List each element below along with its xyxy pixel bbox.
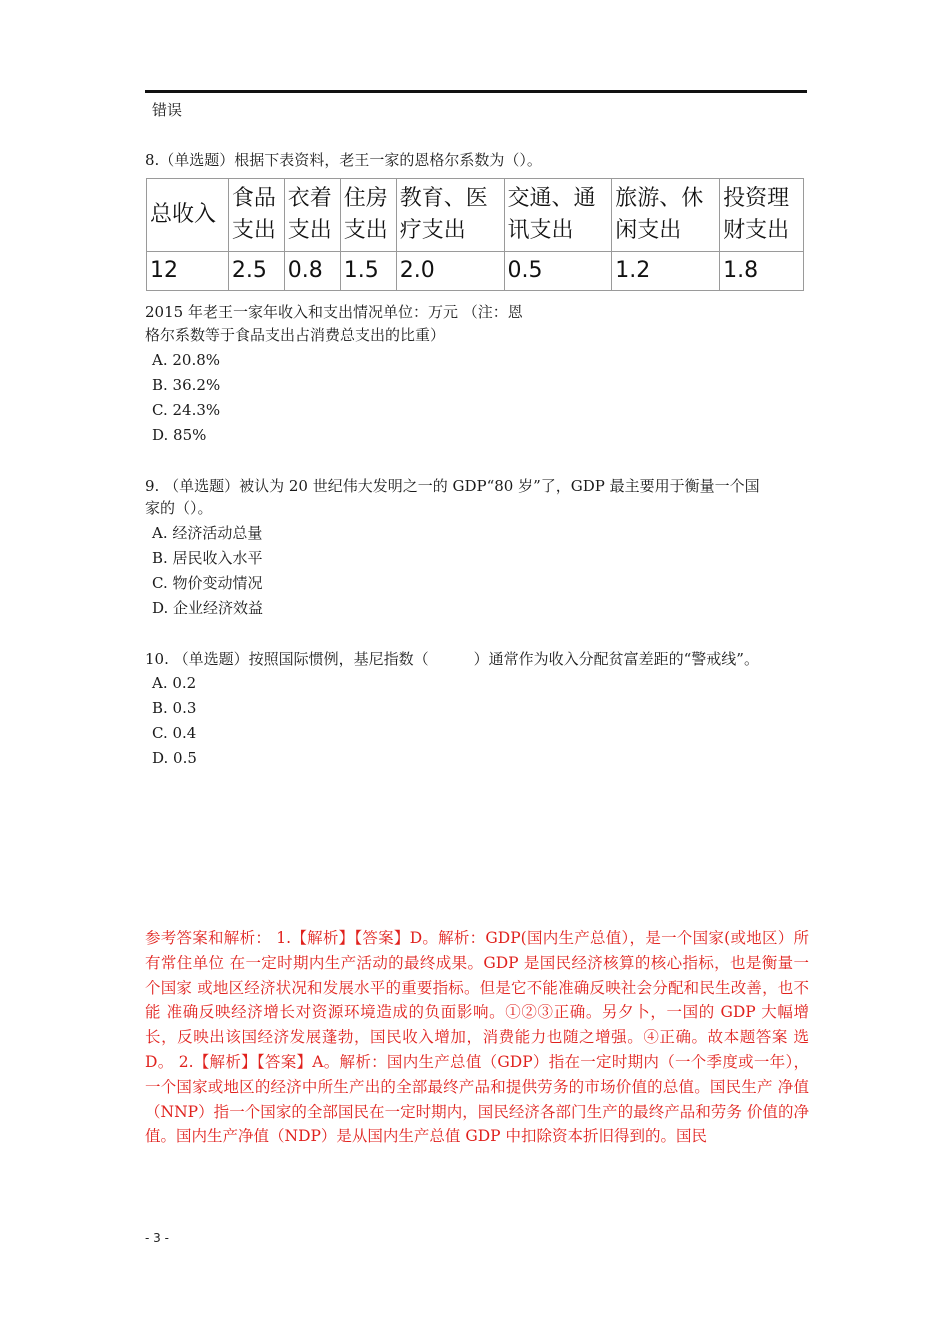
q8-option-b[interactable]: B. 36.2%	[152, 376, 221, 394]
q8-option-c[interactable]: C. 24.3%	[152, 401, 221, 419]
table-header-row	[147, 179, 804, 252]
top-rule	[145, 90, 807, 93]
table-header-cell: 住房支出	[340, 179, 396, 252]
table-cell: 1.5	[340, 252, 396, 291]
previous-answer: 错误	[152, 101, 183, 119]
q9-stem-line2: 家的（）。	[145, 499, 213, 517]
q10-option-c[interactable]: C. 0.4	[152, 724, 197, 742]
table-header-cell: 教育、医疗支出	[396, 179, 504, 252]
q8-caption-line1: 2015 年老王一家年收入和支出情况单位：万元 （注：恩	[145, 303, 523, 321]
q10-option-d[interactable]: D. 0.5	[152, 749, 197, 767]
q10-stem: 10. （单选题）按照国际惯例，基尼指数（ ）通常作为收入分配贫富差距的“警戒线”。	[145, 650, 759, 668]
table-header-cell: 衣着支出	[284, 179, 340, 252]
q9-option-c[interactable]: C. 物价变动情况	[152, 574, 263, 592]
table-row	[147, 252, 804, 291]
q9-option-d[interactable]: D. 企业经济效益	[152, 599, 264, 617]
answer-key-paragraph: 参考答案和解析： 1.【解析】【答案】D。解析：GDP(国内生产总值），是一个国家(或地区）所有常住单位 在一定时期内生产活动的最终成果。GDP 是国民经济核算的核心指标，也是衡量一个国家 或地区经济状况和发展水平的重要指标。但是它不能准确反映社会分配和民生改善，也不能 准确反映经济增长对资源环境造成的负面影响。①②③正确。另夕卜，一国的 GDP 大幅增 长，反映出该国经济发展蓬勃，国民收入增加，消费能力也随之增强。④正确。故本题答案 选 D。 2.【解析】【答案】A。解析：国内生产总值（GDP）指在一定时期内（一个季度或一年）， 一个国家或地区的经济中所生产出的全部最终产品和提供劳务的市场价值的总值。国民生产 净值（NNP）指一个国家的全部国民在一定时期内，国民经济各部门生产的最终产品和劳务 价值的净值。国内生产净值（NDP）是从国内生产总值 GDP 中扣除资本折旧得到的。国民	[145, 929, 809, 1146]
table-header-cell: 投资理财支出	[720, 179, 804, 252]
q8-caption-line2: 格尔系数等于食品支出占消费总支出的比重）	[145, 326, 446, 344]
q10-option-a[interactable]: A. 0.2	[152, 674, 197, 692]
table-cell: 1.8	[720, 252, 804, 291]
table-header-cell: 食品支出	[228, 179, 284, 252]
table-cell: 1.2	[612, 252, 720, 291]
table-cell: 0.8	[284, 252, 340, 291]
q10-option-b[interactable]: B. 0.3	[152, 699, 197, 717]
q8-option-d[interactable]: D. 85%	[152, 426, 207, 444]
q9-option-a[interactable]: A. 经济活动总量	[152, 524, 263, 542]
page-number: - 3 -	[145, 1231, 169, 1245]
income-expense-table	[146, 178, 804, 291]
table-header-cell: 交通、通讯支出	[504, 179, 612, 252]
table-cell: 0.5	[504, 252, 612, 291]
q8-stem: 8.（单选题）根据下表资料，老王一家的恩格尔系数为（）。	[145, 151, 542, 169]
table-cell: 12	[147, 252, 229, 291]
q9-option-b[interactable]: B. 居民收入水平	[152, 549, 263, 567]
table-cell: 2.5	[228, 252, 284, 291]
table-header-cell: 总收入	[147, 179, 229, 252]
q9-stem-line1: 9. （单选题）被认为 20 世纪伟大发明之一的 GDP“80 岁”了，GDP 最主要用于衡量一个国	[145, 477, 760, 495]
q8-option-a[interactable]: A. 20.8%	[152, 351, 221, 369]
table-header-cell: 旅游、休闲支出	[612, 179, 720, 252]
table-cell: 2.0	[396, 252, 504, 291]
